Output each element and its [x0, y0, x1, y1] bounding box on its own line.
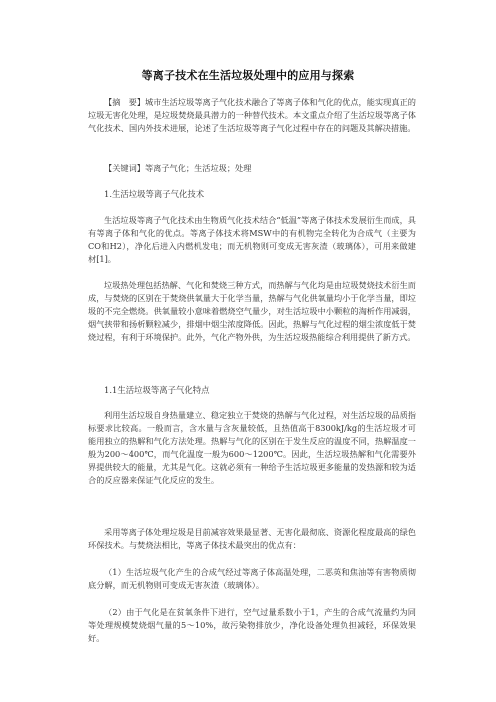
section-1-1-heading: 1.1生活垃圾等离子气化特点	[104, 385, 210, 395]
section-1-heading: 1.生活垃圾等离子气化技术	[104, 189, 205, 199]
keywords-paragraph: 【关键词】等离子气化；生活垃圾；处理	[104, 163, 252, 173]
advantage-item-2: （2）由于气化是在贫氧条件下进行，空气过量系数小于1，产生的合成气流量约为同等处理规模焚烧烟气量的5～10%，故污染物排放少，净化设备处理负担减轻，环保效果好。	[88, 607, 416, 644]
abstract-paragraph: 【摘 要】城市生活垃圾等离子气化技术融合了等离子体和气化的优点，能实现真正的垃圾无害化处理，是垃圾焚烧最具潜力的一种替代技术。本文重点介绍了生活垃圾等离子体气化技术、国内外技术进展，论述了生活垃圾等离子气化过程中存在的问题及其解决措施。	[88, 97, 416, 134]
section-1-1-paragraph-1: 利用生活垃圾自身热量建立、稳定独立于焚烧的热解与气化过程，对生活垃圾的品质指标要求比较高。一般而言，含水量与含灰量较低，且热值高于8300kJ/kg的生活垃圾才可能用独立的热解和气化方法处理。热解与气化的区别在于发生反应的温度不同，热解温度一般为200～400℃，而气化温度一般为600～1200℃。因此，生活垃圾热解和气化需要外界提供较大的能量，尤其是气化。这就必须有一种给予生活垃圾更多能量的发热源和较为适合的反应器来保证气化反应的发生。	[88, 410, 416, 486]
section-1-paragraph-1: 生活垃圾等离子气化技术由生物质气化技术结合“低温”等离子体技术发展衍生而成，具有等离子体和气化的优点。等离子体技术将MSW中的有机物完全转化为合成气（主要为CO和H2），净化后进入内燃机发电；而无机物则可变成无害灰渣（玻璃体），可用来做建材[1]。	[88, 215, 416, 265]
advantage-item-1: （1）生活垃圾气化产生的合成气经过等离子体高温处理，二恶英和焦油等有害物质彻底分解，而无机物则可变成无害灰渣（玻璃体）。	[88, 567, 416, 591]
section-1-1-paragraph-2: 采用等离子体处理垃圾是目前减容效果最显著、无害化最彻底、资源化程度最高的绿色环保技术。与焚烧法相比，等离子体技术最突出的优点有：	[88, 527, 416, 551]
document-title: 等离子技术在生活垃圾处理中的应用与探索	[141, 69, 355, 82]
section-1-paragraph-2: 垃圾热处理包括热解、气化和焚烧三种方式，而热解与气化均是由垃圾焚烧技术衍生而成，与焚烧的区别在于焚烧供氧量大于化学当量，热解与气化供氧量均小于化学当量，即垃圾的不完全燃烧。供氧量较小意味着燃烧空气量少，对生活垃圾中小颗粒的淘析作用减弱，烟气挟带和扬析颗粒减少，排烟中烟尘浓度降低。因此，热解与气化过程的烟尘浓度低于焚烧过程，有利于环境保护。此外，气化产物外供，为生活垃圾热能综合利用提供了新方式。	[88, 280, 416, 343]
